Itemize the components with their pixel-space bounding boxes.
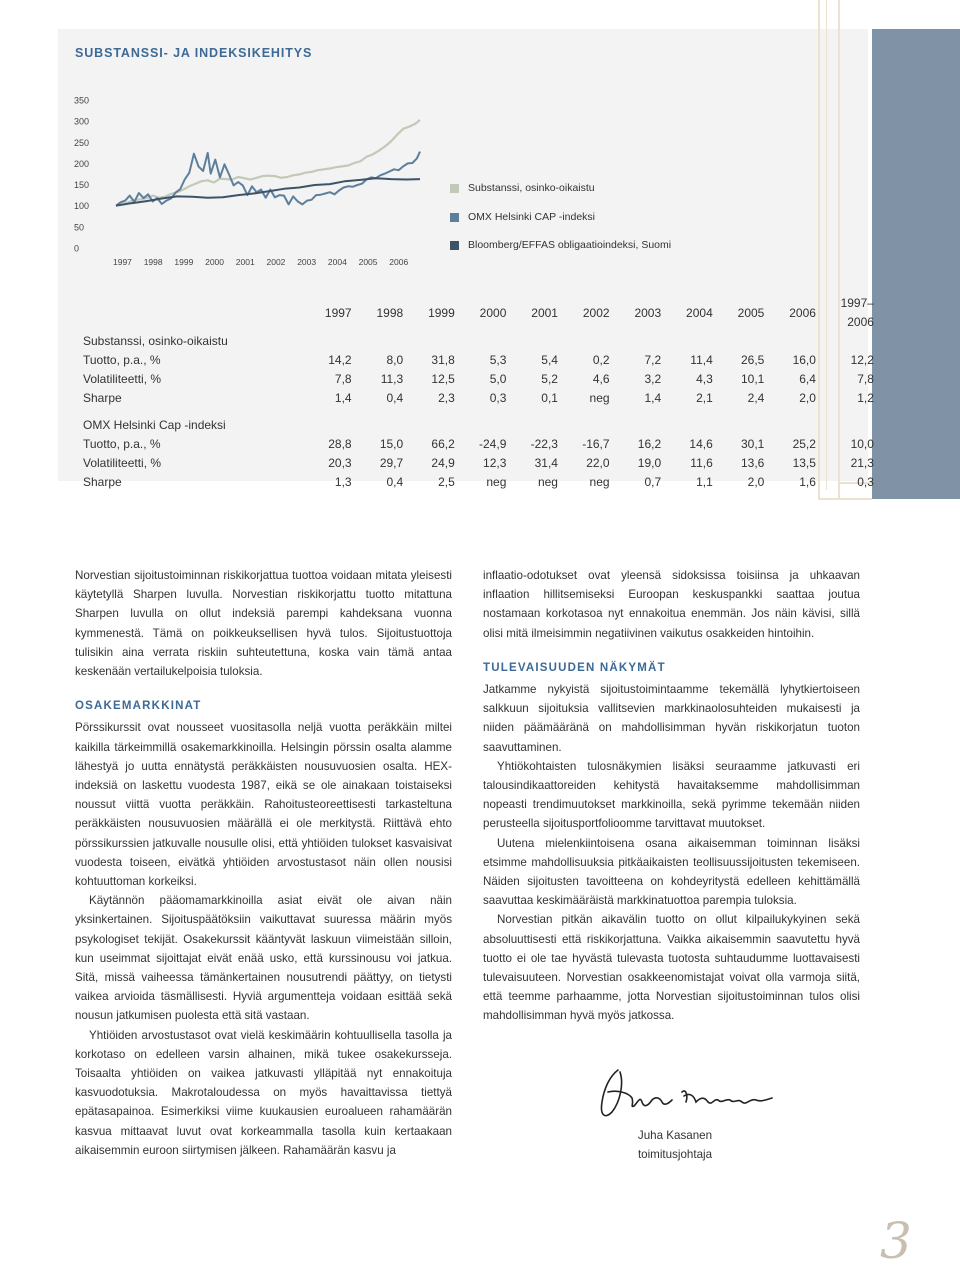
table-cell: 4,6 <box>592 372 610 386</box>
y-tick-label: 300 <box>74 116 90 127</box>
table-cell: 10,0 <box>850 437 874 451</box>
table-row <box>83 370 874 389</box>
x-tick-label: 2001 <box>235 257 255 267</box>
table-cell: 5,3 <box>489 353 507 367</box>
legend-label: Substanssi, osinko-oikaistu <box>468 182 595 194</box>
table-cell: 30,1 <box>740 437 765 451</box>
table-cell: neg <box>589 475 610 489</box>
table-cell: 21,3 <box>850 456 874 470</box>
paragraph: Yhtiökohtaisten tulosnäkymien lisäksi seuraamme jatkuvasti eri talousindikaattoreiden kehitystä havaitaksemme mahdollisimman nopeasti trendimuutokset markkinoilla, sekä pyrimme tekemään niiden perusteella sijoitusportfolioomme tarvittavat muutokset. <box>483 759 860 831</box>
table-cell: 11,3 <box>380 372 404 386</box>
table-cell: -16,7 <box>582 437 610 451</box>
left-column <box>75 566 452 1160</box>
y-axis <box>74 96 89 254</box>
table-cell: 7,8 <box>857 372 874 386</box>
table-cell: 2,0 <box>799 391 816 405</box>
x-tick-label: 2003 <box>297 257 317 267</box>
paragraph: Jatkamme nykyistä sijoitustoimintaamme tekemällä lyhytkiertoiseen salkkuun sijoituksia vallitsevien markkinaolosuhteiden mukaisesti ja niiden päämääränä on mahdollisimman hyvän riskikorjatun tuoton saavuttaminen. <box>483 683 860 754</box>
chart-series <box>116 120 420 206</box>
table-cell: 5,2 <box>541 372 558 386</box>
table-row-label: Tuotto, p.a., % <box>83 353 161 367</box>
table-cell: 25,2 <box>792 437 816 451</box>
table-header-cell: 2003 <box>634 305 662 320</box>
table-cell: 29,7 <box>379 456 404 470</box>
table-cell: 2,5 <box>438 475 455 489</box>
table-cell: 5,0 <box>489 372 507 386</box>
table-cell: 16,0 <box>792 353 816 367</box>
table-cell: 0,7 <box>644 475 662 489</box>
paragraph: Yhtiöiden arvostustasot ovat vielä keskimäärin kohtuullisella tasolla ja korkotaso on edelleen varsin alhainen, mikä tukee osakekursseja. Toisaalta yhtiöiden on vaikea jatkuvasti ylläpitää nyt ennakoituja kasvuodotuksia. Makrotaloudessa on myös havaittavissa tiettyä epätasapainoa. Esimerkiksi viime kuukausien euroalueen rahamäärän kasvua mittaavat luvut ovat korkeammalla tasolla kuin kertaakaan aikaisemmin euroon siirtymisen jälkeen. Rahamäärän kasvu ja <box>75 1028 452 1157</box>
y-tick-label: 250 <box>74 137 90 148</box>
y-tick-label: 200 <box>74 158 90 169</box>
table-header-blank <box>83 294 300 332</box>
legend-item <box>450 211 671 240</box>
x-tick-label: 1997 <box>113 257 132 267</box>
table-header-cell: 2000 <box>479 305 507 320</box>
table-cell: 14,2 <box>328 353 352 367</box>
table-cell: 14,6 <box>689 437 713 451</box>
signer-name: Juha Kasanen <box>637 1129 713 1142</box>
table-row <box>83 351 874 370</box>
table-group-title: OMX Helsinki Cap -indeksi <box>83 418 226 432</box>
table-cell: 13,6 <box>740 456 765 470</box>
decorative-blue-block <box>872 29 960 499</box>
x-tick-label: 2005 <box>358 257 378 267</box>
table-body <box>83 332 874 492</box>
table-cell: 0,2 <box>592 353 610 367</box>
table-cell: 11,6 <box>690 456 713 470</box>
table-cell: 13,5 <box>792 456 816 470</box>
table-cell: 2,3 <box>438 391 455 405</box>
table-header-cell: 1997–2006 <box>840 296 874 329</box>
table-cell: 6,4 <box>799 372 816 386</box>
y-tick-label: 50 <box>74 222 85 233</box>
table-cell: 0,4 <box>386 475 404 489</box>
table-cell: 24,9 <box>431 456 455 470</box>
signer-block <box>590 1126 760 1164</box>
paragraph: Käytännön pääomamarkkinoilla asiat eivät ole aivan näin yksinkertainen. Sijoituspäätöksiin vaikuttavat suuressa määrin myös psykologiset tekijät. Osakekurssit kääntyvät laskuun viimeistään silloin, kun useimmat sijoittajat eivät enää usko, että kurssinousu voi jatkua. Sitä, missä vaiheessa tämänkertainen nousutrendi päättyy, on tietysti vaikea arvioida täsmällisesti. Hyviä argumentteja voidaan esittää sekä nousun jatkumisen puolesta että sitä vastaan. <box>75 894 452 1023</box>
table-row-label: Sharpe <box>83 475 122 489</box>
x-tick-label: 1998 <box>143 257 163 267</box>
table-cell: 8,0 <box>386 353 404 367</box>
table-cell: -24,9 <box>479 437 507 451</box>
y-tick-label: 100 <box>74 201 90 212</box>
table-row <box>83 435 874 454</box>
table-cell: 22,0 <box>586 456 610 470</box>
table-row-label: Sharpe <box>83 391 122 405</box>
x-tick-label: 2004 <box>327 257 347 267</box>
heading-osakemarkkinat: OSAKEMARKKINAT <box>75 700 202 713</box>
table-cell: 1,6 <box>799 475 816 489</box>
table-cell: 1,1 <box>696 475 713 489</box>
table-header-cell: 2002 <box>582 305 610 320</box>
table-cell: 0,1 <box>541 391 558 405</box>
paragraph: inflaatio-odotukset ovat yleensä sidoksissa toisiinsa ja uhkaavan inflaation hillitsemiseksi Euroopan keskuspankki saattaa joutua nostamaan korkotasoa nyt ennakoitua enemmän. Jos näin kävisi, sillä olisi mitä ilmeisimmin negatiivinen vaikutus osakkeiden hintoihin. <box>483 569 860 640</box>
table-header-cell: 1999 <box>428 305 455 320</box>
table-row-label: Tuotto, p.a., % <box>83 437 161 451</box>
table-cell: 28,8 <box>328 437 352 451</box>
table-cell: 4,3 <box>696 372 713 386</box>
table-cell: 3,2 <box>644 372 662 386</box>
y-tick-label: 0 <box>74 243 80 254</box>
legend-swatch-bloomberg <box>450 241 459 250</box>
paragraph: Uutena mielenkiintoisena osana aikaisemman toiminnan lisäksi etsimme mahdollisuuksia pitkäaikaisten teollisuussijoitusten tekemiseen. Näiden sijoitusten tavoitteena on kohdeyritystä edelleen kehittämällä saavuttaa keskimääräistä markkinatuottoa parempia tuloksia. <box>483 836 860 908</box>
right-column <box>483 566 860 1026</box>
series-line-2 <box>116 178 420 206</box>
table-cell: 2,4 <box>747 391 765 405</box>
table-header-cell: 2001 <box>531 305 558 320</box>
x-tick-label: 2002 <box>266 257 286 267</box>
table-cell: 7,2 <box>644 353 662 367</box>
performance-table <box>83 294 874 492</box>
table-cell: 12,3 <box>483 456 507 470</box>
table-cell: 12,2 <box>850 353 874 367</box>
table-cell: 0,3 <box>489 391 507 405</box>
table-group-title-row <box>83 416 874 435</box>
signature-image <box>590 1062 780 1127</box>
table-cell: 0,3 <box>857 475 874 489</box>
legend-swatch-omx <box>450 213 459 222</box>
table-header-row <box>83 294 874 332</box>
table-header-cell: 2004 <box>686 305 713 320</box>
table-row-label: Volatiliteetti, % <box>83 456 162 470</box>
legend-swatch-substanssi <box>450 184 459 193</box>
table-header-cell: 2006 <box>789 305 816 320</box>
table-row <box>83 454 874 473</box>
table-cell: 5,4 <box>541 353 558 367</box>
table-header-cell: 2005 <box>737 305 765 320</box>
table-cell: 15,0 <box>379 437 404 451</box>
table-cell: 1,2 <box>857 391 874 405</box>
x-axis <box>113 257 408 267</box>
section-title: SUBSTANSSI- JA INDEKSIKEHITYS <box>75 46 313 60</box>
table-cell: 11,4 <box>690 353 713 367</box>
table-cell: 20,3 <box>328 456 352 470</box>
heading-tulevaisuuden-nakymat: TULEVAISUUDEN NÄKYMÄT <box>483 661 666 674</box>
table-group-title-row <box>83 332 874 351</box>
paragraph: Norvestian sijoitustoiminnan riskikorjattua tuottoa voidaan mitata yleisesti käytetyllä Sharpen luvulla. Norvestian riskikorjattu tuotto mitattuna Sharpen luvulla on ollut indeksiä parempi kahdeksana vuonna kymmenestä. Tämä on poikkeuksellisen hyvä tulos. Sijoitustuottoja tulisikin aina verrata riskiin suhteutettuna, koska vain tämä antaa keskenään vertailukelpoisia tuloksia. <box>75 569 452 679</box>
x-tick-label: 1999 <box>174 257 194 267</box>
table-cell: 26,5 <box>740 353 765 367</box>
table-cell: -22,3 <box>530 437 558 451</box>
table-cell: 1,4 <box>644 391 662 405</box>
table-spacer <box>83 408 874 416</box>
table-cell: 31,8 <box>431 353 455 367</box>
table-header-cell: 1998 <box>376 305 404 320</box>
legend-item <box>450 239 671 268</box>
table-cell: 19,0 <box>637 456 662 470</box>
table-cell: 10,1 <box>740 372 765 386</box>
table-cell: 2,0 <box>747 475 765 489</box>
table-cell: 7,8 <box>334 372 352 386</box>
table-cell: 2,1 <box>696 391 713 405</box>
chart-legend <box>450 182 671 268</box>
table-row <box>83 389 874 408</box>
legend-label: OMX Helsinki CAP -indeksi <box>468 210 596 223</box>
paragraph: Pörssikurssit ovat nousseet vuositasolla neljä vuotta peräkkäin miltei kaikilla tärkeimmillä osakemarkkinoilla. Helsingin pörssin osalta alamme lähestyä jo uutta ennätystä peräkkäisten nousuvuosien osalta. HEX-indeksiä on laskettu vuodesta 1987, eikä se ole ainakaan toistaiseksi noussut viittä vuotta peräkkäin. Rahoitusteoreettisesti tarkasteltuna peräkkäisten nousuvuosien määrällä ei ole merkitystä. Riittävä ehto pörssikurssien jatkuvalle nousulle olisi, että yhtiöiden tulokset kasvaisivat vuodesta toiseen, eivätkä yhtiöiden arvostustasot näin ollen nousisi kohtuuttoman korkeiksi. <box>75 721 452 889</box>
table-row <box>83 473 874 492</box>
table-row-label: Volatiliteetti, % <box>83 372 162 386</box>
x-tick-label: 2000 <box>205 257 225 267</box>
legend-label: Bloomberg/EFFAS obligaatioindeksi, Suomi <box>468 239 672 251</box>
table-cell: 1,4 <box>334 391 352 405</box>
y-tick-label: 350 <box>74 95 90 106</box>
signer-title: toimitusjohtaja <box>637 1148 713 1162</box>
page-number: 3 <box>880 1212 912 1270</box>
table-cell: 66,2 <box>431 437 455 451</box>
y-tick-label: 150 <box>74 180 90 191</box>
table-group-title: Substanssi, osinko-oikaistu <box>83 334 228 348</box>
table-cell: 1,3 <box>334 475 352 489</box>
table-cell: 31,4 <box>534 456 558 470</box>
legend-item <box>450 182 671 211</box>
table-cell: neg <box>537 475 558 489</box>
table-cell: 0,4 <box>386 391 404 405</box>
paragraph: Norvestian pitkän aikavälin tuotto on ollut kilpailukykyinen sekä absoluuttisesti että riskikorjattuna. Vaikka aikaisemmin saavutettu hyvä tuotto ei ole tae hyvästä tulevasta tuotosta suhtaudumme luottavaisesti tulevaisuuteen. Norvestian osakkeenomistajat voivat olla varmoja siitä, että teemme parhaamme, jotta Norvestian sijoitustoiminnan tulos olisi mahdollisimman hyvä myös jatkossa. <box>483 913 860 1023</box>
table-cell: 12,5 <box>431 372 455 386</box>
table-cell: neg <box>589 391 610 405</box>
x-tick-label: 2006 <box>389 257 409 267</box>
table-header-cell: 1997 <box>324 305 352 320</box>
table-cell: neg <box>486 475 507 489</box>
table-cell: 16,2 <box>637 437 662 451</box>
